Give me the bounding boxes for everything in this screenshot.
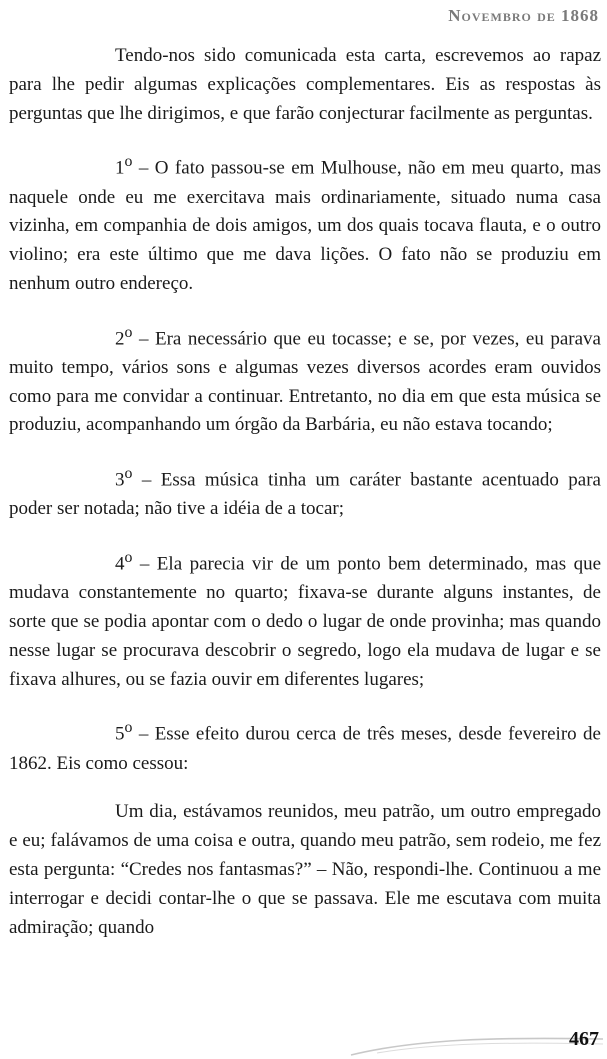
- paragraph-answer-2: [9, 319, 601, 441]
- ordinal-mark: o: [124, 719, 133, 737]
- item-number: 4: [115, 553, 125, 575]
- page-ornament-swoosh: [347, 1009, 607, 1059]
- paragraph-answer-4: [9, 544, 601, 694]
- ordinal-mark: o: [124, 465, 133, 483]
- paragraph-answer-5: [9, 714, 601, 778]
- paragraph-answer-1: [9, 148, 601, 298]
- paragraph-intro: Tendo-nos sido comunicada esta carta, escrevemos ao rapaz para lhe pedir algumas explicações complementares. Eis as respostas às perguntas que lhe dirigimos, e que farão conjecturar facilmente as perguntas.: [9, 45, 601, 124]
- item-number: 5: [115, 723, 125, 745]
- paragraph-answer-3: [9, 460, 601, 524]
- answer-text: – Ela parecia vir de um ponto bem determinado, mas que mudava constantemente no quarto; fixava-se durante alguns instantes, de sorte que se podia apontar com o dedo o lugar de onde provinha; mas quando nesse lugar se procurava descobrir o segredo, logo ela mudava de lugar e se fixava alhures, ou se fazia ouvir em diferentes lugares;: [9, 553, 601, 690]
- answer-text: – O fato passou-se em Mulhouse, não em meu quarto, mas naquele onde eu me exercitava mais ordinariamente, situado numa casa vizinha, em companhia de dois amigos, um dos quais tocava flauta, e o outro violino; era este último que me dava lições. O fato não se produziu em nenhum outro endereço.: [9, 157, 601, 294]
- body-text: [9, 42, 601, 962]
- answer-text: – Esse efeito durou cerca de três meses, desde fevereiro de 1862. Eis como cessou:: [9, 723, 601, 774]
- answer-text: – Era necessário que eu tocasse; e se, por vezes, eu parava muito tempo, vários sons e algumas vezes diversos acordes eram ouvidos como para me convidar a continuar. Entretanto, no dia em que esta música se produziu, acompanhando um órgão da Barbária, eu não estava tocando;: [9, 328, 601, 436]
- item-number: 1: [115, 157, 125, 179]
- ordinal-mark: o: [124, 549, 133, 567]
- paragraph-narrative: Um dia, estávamos reunidos, meu patrão, um outro empregado e eu; falávamos de uma coisa e outra, quando meu patrão, sem rodeio, me fez esta pergunta: “Credes nos fantasmas?” – Não, respondi-lhe. Continuou a me interrogar e decidi contar-lhe o que se passava. Ele me escutava com muita admiração; quando: [9, 801, 601, 938]
- item-number: 3: [115, 469, 125, 491]
- ordinal-mark: o: [124, 323, 133, 341]
- item-number: 2: [115, 328, 125, 350]
- running-head: Novembro de 1868: [448, 6, 599, 25]
- page-number: 467: [569, 1028, 599, 1050]
- ordinal-mark: o: [124, 153, 133, 171]
- answer-text: – Essa música tinha um caráter bastante acentuado para poder ser notada; não tive a idéia de a tocar;: [9, 469, 601, 520]
